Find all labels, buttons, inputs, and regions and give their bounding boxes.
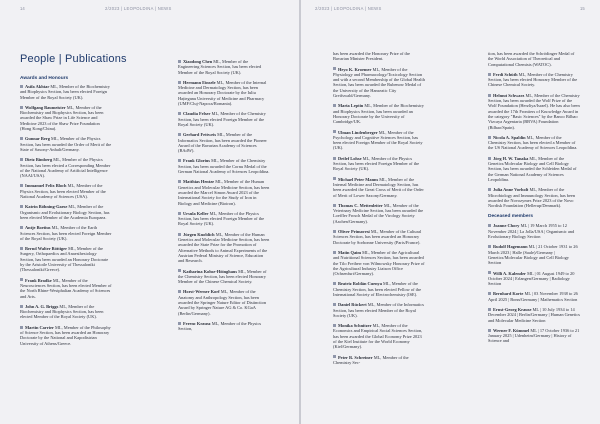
bullet-square-icon — [488, 73, 491, 76]
bullet-square-icon — [488, 329, 491, 332]
right-page-number: 15 — [580, 6, 585, 11]
member-text: ML, Member of the Chemistry Section, has been elected a Member of the US National Academy of Sciences Leopoldina. — [488, 134, 578, 151]
bullet-square-icon — [20, 85, 23, 88]
member-text: ML, Member of the Human Genetics and Molecular Medicine Section, has been awarded the Marcel Simon Award 2023 of the International Society for the Study of Iron in Biology and Medicine (Bioiron). — [178, 179, 270, 206]
member-text: ML, Member of the Biochemistry and Biophysics Section, has been elected Member of the Royal Society (UK). — [20, 303, 104, 320]
member-entry — [333, 177, 425, 198]
member-text: ML, Member of the Earth Sciences Section, has been elected Foreign Member of the Royal Society (UK). — [20, 225, 112, 241]
member-text: ML, Member of the Genetics/Molecular Biology and Cell Biology Section, has been awarded the Schleiden Medal of the German National Academy of Sciences Leopoldina. — [488, 155, 577, 182]
member-name: Heyo K. Kroemer — [338, 66, 372, 72]
bullet-square-icon — [20, 326, 23, 329]
member-text: ML | 21 October 1931 to 26 March 2023 | Halle (Saale)/Germany | Genetics/Molecular Biology and Cell Biology Section — [488, 244, 578, 266]
member-name: Claudia Felser — [183, 111, 211, 117]
member-name: Antje Boetius — [25, 225, 51, 231]
member-entry — [488, 307, 580, 323]
member-entry — [333, 250, 425, 276]
bullet-square-icon — [333, 157, 336, 160]
bullet-square-icon — [333, 67, 336, 70]
member-entry — [333, 130, 425, 151]
bullet-square-icon — [333, 355, 336, 358]
column-3 — [333, 51, 425, 370]
bullet-square-icon — [178, 60, 181, 63]
bullet-square-icon — [333, 204, 336, 207]
member-text: ML | 10 July 1934 to 14 December 2024 | Berlin/Germany | Human Genetics and Molecular Medicine Section — [488, 306, 580, 323]
member-text: ML, Member of the Internal Medicine and Dermatology Section, has been awarded the Great Cross of Merit of the Order of Merit of Lower Saxony/Germany. — [333, 176, 424, 198]
member-text: ML, Member of the Surgery, Orthopaedics and Anaesthesiology Section, has been awarded an Honorary Doctorate by the Aristotle University of Thessaloniki (Thessaloniki/Greece). — [20, 246, 109, 273]
member-entry — [20, 105, 112, 131]
member-name: Matthias Hentze — [183, 179, 215, 185]
member-text: ML, Member of the Chemistry Section, has been elected Honorary Member of the Chinese Chemical Society. — [488, 71, 578, 88]
member-entry — [20, 225, 112, 241]
member-entry — [178, 158, 270, 174]
member-entry — [20, 304, 112, 320]
member-name: Helmut Schwarz — [493, 92, 525, 98]
member-entry — [488, 223, 580, 239]
bullet-square-icon — [333, 230, 336, 233]
member-text: ML, Member of the Psychology and Cognitive Sciences Section, has been elected Foreign Member of the Royal Society (UK). — [333, 129, 423, 151]
bullet-square-icon — [488, 94, 491, 97]
member-entry — [178, 211, 270, 227]
member-entry — [333, 355, 425, 366]
member-text: ML, Member of the Human Genetics and Molecular Medicine Section, has been awarded the State Prize for the Promotion of Alternative Methods to Animal Experiments of the Austrian Federal Ministry of Science, Education and Research. — [178, 231, 270, 264]
column-2 — [178, 59, 270, 336]
bullet-square-icon — [20, 158, 23, 161]
member-name: Matin Qaim — [338, 249, 362, 255]
bullet-square-icon — [178, 212, 181, 215]
member-entry — [333, 67, 425, 99]
member-entry — [488, 244, 580, 265]
bullet-square-icon — [20, 205, 23, 208]
member-name: Julia Anne Vorholt — [493, 187, 529, 193]
member-name: Katharina Kohse-Höinghaus — [183, 268, 238, 274]
member-name: Ursula Keller — [183, 210, 209, 216]
member-name: Wolfgang Baumeister — [25, 104, 66, 110]
member-entry — [20, 246, 112, 272]
member-name: Ernst-Georg Krause — [493, 306, 532, 312]
member-name: Joanne Chory — [493, 223, 520, 229]
member-entry — [178, 289, 270, 315]
member-entry — [333, 203, 425, 224]
member-text: ML, Member of the Chemistry Section, has been elected Foreign Member of the Royal Society (UK). — [178, 111, 266, 127]
bullet-square-icon — [488, 245, 491, 248]
bullet-square-icon — [333, 177, 336, 180]
member-text: ML | 17 October 1936 to 21 January 2025 | Udenheim/Germany | History of Science and — [488, 327, 580, 344]
member-entry — [488, 72, 580, 88]
member-text: ML, Member of the Chemistry Section, has been elected Fellow of the International Society of Electrochemistry (ISE). — [333, 281, 422, 297]
bullet-square-icon — [178, 290, 181, 293]
member-entry — [178, 179, 270, 205]
member-text: ML | 01 August 1949 to 20 October 2024 | Erlangen/Germany | Radiology Section — [488, 270, 575, 287]
bullet-square-icon — [178, 133, 181, 136]
member-entry — [178, 132, 270, 153]
member-text: ML | 03 November 1938 to 26 April 2025 | Bonn/Germany | Mathematics Section — [488, 291, 578, 302]
member-name: Ferenc Krausz — [183, 320, 211, 326]
member-entry — [20, 84, 112, 100]
member-name: Bernd Walter Böttiger — [25, 246, 68, 252]
bullet-square-icon — [488, 224, 491, 227]
member-text: ML, Member of the Informatics Section, has been elected Member of the Royal Society (UK). — [333, 302, 424, 318]
member-name: John A. G. Briggs — [25, 303, 59, 309]
member-entry — [333, 281, 425, 297]
member-name: Frank Glorius — [183, 158, 210, 164]
member-text: ML, Member of the Biochemistry and Biophysics Section, has been awarded the Shaw Prize in Life Science and Medicine 2023 of the Shaw Prize Foundation (Hong Kong/China). — [20, 104, 104, 132]
member-text: ML, Member of the Chemistry Section, has been elected Honorary Member of the Chinese Chemical Society. — [178, 268, 267, 285]
member-entry — [20, 183, 112, 199]
bullet-square-icon — [178, 180, 181, 183]
member-name: Martin Carrier — [25, 324, 54, 330]
member-name: Hermann Einsele — [183, 79, 216, 85]
member-name: Immanuel Felix Bloch — [25, 183, 67, 189]
member-entry — [488, 156, 580, 182]
member-text: ML, Member of the Physics Section, has been awarded the Order of Merit of the State of Saxony-Anhalt/Germany. — [20, 136, 112, 152]
bullet-square-icon — [488, 271, 491, 274]
bullet-square-icon — [20, 278, 23, 281]
member-name: Nicola A. Spaldin — [493, 134, 526, 140]
bullet-square-icon — [488, 308, 491, 311]
member-text: ML, Member of the Economics and Empirical Social Sciences Section, has been awarded the Global Economy Prize 2023 of the Kiel Institute for the World Economy (Kiel/Germany). — [333, 323, 423, 350]
member-entry — [178, 111, 270, 127]
member-name: Gunnar Berg — [25, 136, 50, 142]
bullet-square-icon — [333, 251, 336, 254]
member-name: Willi A. Kalender — [493, 270, 526, 276]
member-entry — [178, 321, 270, 332]
right-page — [301, 0, 600, 424]
member-name: Jürgen Knoblich — [183, 231, 215, 237]
member-text: ML, Member of the Physics Section, has been elected Foreign Member of the Royal Society (UK). — [178, 210, 265, 227]
bullet-square-icon — [178, 233, 181, 236]
left-page-number: 14 — [20, 6, 25, 11]
member-name: Detlef Lohse — [338, 155, 362, 161]
member-entry — [178, 232, 270, 264]
member-entry — [333, 51, 425, 62]
bullet-square-icon — [20, 106, 23, 109]
page-title: People | Publications — [20, 53, 127, 65]
member-text: ML, Member of the Philosophy of Science Section, has been awarded an Honorary Doctorate by the National and Kapodistrian University of Athens/Greece. — [20, 324, 111, 346]
member-entry — [20, 325, 112, 346]
member-entry — [333, 156, 425, 172]
member-text: ML, Member of the Physiology and Pharmacology/Toxicology Section and with a second Membership of the Global Health Section, has been awarded the Rubenow Medal of the University of the Hanseatic City Greifswald/Germany. — [333, 66, 425, 99]
member-entry — [178, 80, 270, 106]
member-text: ML, Member of the Anatomy and Anthropology Section, has been awarded the Springer Nature Editor of Distinction Award by Springer Nature AG & Co. KGaA (Berlin/Germany). — [178, 289, 267, 316]
member-name: Bernhard Korte — [493, 291, 524, 297]
member-text: ML, Member of the Organismic and Evolutionary Biology Section, has been elected Member of the Academia Europaea. — [20, 204, 110, 220]
bullet-square-icon — [178, 322, 181, 325]
member-name: Beatriz Roldán Cuenya — [338, 281, 382, 287]
member-text: ML, Member of the Neurosciences Section, has been elected Member of the North Rhine-Westphalian Academy of Sciences and Arts. — [20, 277, 112, 299]
bullet-square-icon — [333, 324, 336, 327]
bullet-square-icon — [488, 292, 491, 295]
member-text: ML, Member of the Physics Section, — [178, 320, 262, 332]
member-entry — [333, 323, 425, 349]
member-text: has been awarded the Honorary Prize of the Bavarian Minister President. — [333, 51, 410, 62]
member-name: Daniel Rückert — [338, 302, 367, 308]
bullet-square-icon — [333, 130, 336, 133]
bullet-square-icon — [488, 157, 491, 160]
member-name: Monika Schnitzer — [338, 323, 372, 329]
bullet-square-icon — [178, 159, 181, 162]
bullet-square-icon — [488, 188, 491, 191]
member-name: Maria Leptin — [338, 103, 364, 109]
member-entry — [488, 271, 580, 287]
right-running-head: 2/2023 | LEOPOLDINA | NEWS — [315, 6, 382, 11]
member-name: Xiaodong Chen — [183, 59, 213, 64]
bullet-square-icon — [20, 226, 23, 229]
bullet-square-icon — [488, 136, 491, 139]
member-entry — [178, 269, 270, 285]
member-text: ML, Member of the Physics Section, has been elected a Corresponding Member of the National Academy of Artificial Intelligence (NAAI/USA). — [20, 157, 111, 179]
column-1 — [20, 76, 112, 351]
member-text: ML, Member of the Physics Section, has been elected Member of the National Academy of Sciences (USA). — [20, 183, 106, 200]
member-entry — [333, 302, 425, 318]
awards-heading: Awards and Honours — [20, 76, 69, 81]
member-text: ML, Member of the Informatics Section, has been awarded the Pioneer Award of the Bavarian Academy of Sciences (BAdW). — [178, 132, 267, 154]
member-text: ML, Member of the Internal Medicine and Dermatology Section, has been awarded an Honorary Doctorate by the Iuliu Hațieganu University of Medicine and Pharmacy (UMF/Cluj-Napoca/Romania). — [178, 79, 267, 107]
member-name: Asifa Akhtar — [25, 84, 50, 89]
member-text: ML, Member of the Biochemistry and Biophysics Section, has been awarded an Honorary Doctorate by the University of Cambridge/UK. — [333, 103, 424, 125]
member-name: Michael Peter Manns — [338, 176, 379, 182]
member-text: ML, Member of the Physics Section, has been elected Foreign Member of the Royal Society (UK). — [333, 155, 420, 172]
member-text: ML, Member of the Chemistry Section, has been awarded the Wolf Prize of the Wolf Foundation (Herzliya/Israel). He has also been awarded the 17th Frontiers of Knowledge Award in the category "Basic Sciences" by the Banco Bilbao Vizcaya Argentaria (BBVA) Foundation (Bilbao/Spain). — [488, 92, 580, 130]
member-name: Katrin Böhning-Gaese — [25, 204, 68, 210]
bullet-square-icon — [20, 184, 23, 187]
member-entry — [20, 136, 112, 152]
member-name: Rudolf Hagemann — [493, 244, 528, 250]
member-entry — [488, 51, 580, 67]
bullet-square-icon — [333, 282, 336, 285]
member-name: Peter R. Schreiner — [338, 354, 373, 360]
member-text: ML, Member of the Microbiology and Immunology Section, has been awarded the Novozymes Prize 2023 of the Novo Nordisk Foundation (Hellerup/Denmark). — [488, 187, 576, 209]
left-running-head: 2/2023 | LEOPOLDINA | NEWS — [105, 6, 172, 11]
bullet-square-icon — [333, 104, 336, 107]
member-name: Frank Bradke — [25, 277, 52, 283]
member-text: ML, Member of the Biochemistry and Biophysics Section, has been elected Foreign Member of the Royal Society (UK). — [20, 84, 111, 100]
member-name: Oliver Primavesi — [338, 229, 370, 235]
column-4 — [488, 51, 580, 349]
member-text: ML, Member of the Engineering Sciences Section, has been elected Member of the Royal Society (UK). — [178, 59, 262, 75]
member-name: Jörg H. W. Tanaka — [493, 155, 529, 161]
member-entry — [333, 229, 425, 245]
member-text: ML, Member of the Cultural Sciences Section, has been awarded an Honorary Doctorate by Sorbonne University (Paris/France). — [333, 229, 422, 245]
member-name: Thomas C. Mettenleiter — [338, 202, 383, 208]
member-name: Ferdi Schüth — [493, 71, 518, 77]
member-text: ML, Member of the Chemistry Section, has been awarded the Cornu Medal of the German National Academy of Sciences Leopoldina. — [178, 158, 270, 175]
member-text: ML, Member of the Chemistry Sec- — [333, 354, 409, 365]
bullet-square-icon — [333, 303, 336, 306]
deceased-heading: Deceased members — [488, 214, 534, 220]
bullet-square-icon — [178, 269, 181, 272]
member-name: Dietz Bimberg — [25, 157, 53, 163]
member-entry — [20, 204, 112, 220]
member-entry — [333, 103, 425, 124]
member-text: ML, Member of the Veterinary Medicine Section, has been awarded the Loeffler Frosch Medal of the Virology Society (Aachen/Germany). — [333, 202, 424, 224]
member-entry — [488, 93, 580, 130]
bullet-square-icon — [20, 305, 23, 308]
member-entry — [178, 59, 270, 75]
member-text: ML, Member of the Agricultural and Nutritional Sciences Section, has been awarded the Tilo Freiherr von Wilmowsky Honorary Prize of the Agricultural Industry Liaison Office (Ochsenfurt/Germany). — [333, 249, 425, 277]
member-text: ML | 19 March 1955 to 12 November 2024 | La Jolla/USA | Organismic and Evolutionary Biology Section — [488, 223, 575, 240]
member-entry — [488, 291, 580, 302]
member-entry — [488, 187, 580, 208]
member-entry — [488, 135, 580, 151]
member-entry — [488, 328, 580, 344]
member-name: Horst-Werner Korf — [183, 289, 220, 295]
bullet-square-icon — [20, 137, 23, 140]
member-entry — [20, 278, 112, 299]
member-text: tion, has been awarded the Schrödinger Medal of the World Association of Theoretical and Computational Chemists (WATOC). — [488, 51, 575, 67]
bullet-square-icon — [178, 81, 181, 84]
member-name: Werner F. Kümmel — [493, 327, 530, 333]
bullet-square-icon — [20, 247, 23, 250]
member-name: Gerhard Fettweis — [183, 132, 217, 138]
left-page — [0, 0, 299, 424]
member-name: Ulman Lindenberger — [338, 129, 378, 135]
member-entry — [20, 157, 112, 178]
bullet-square-icon — [178, 112, 181, 115]
